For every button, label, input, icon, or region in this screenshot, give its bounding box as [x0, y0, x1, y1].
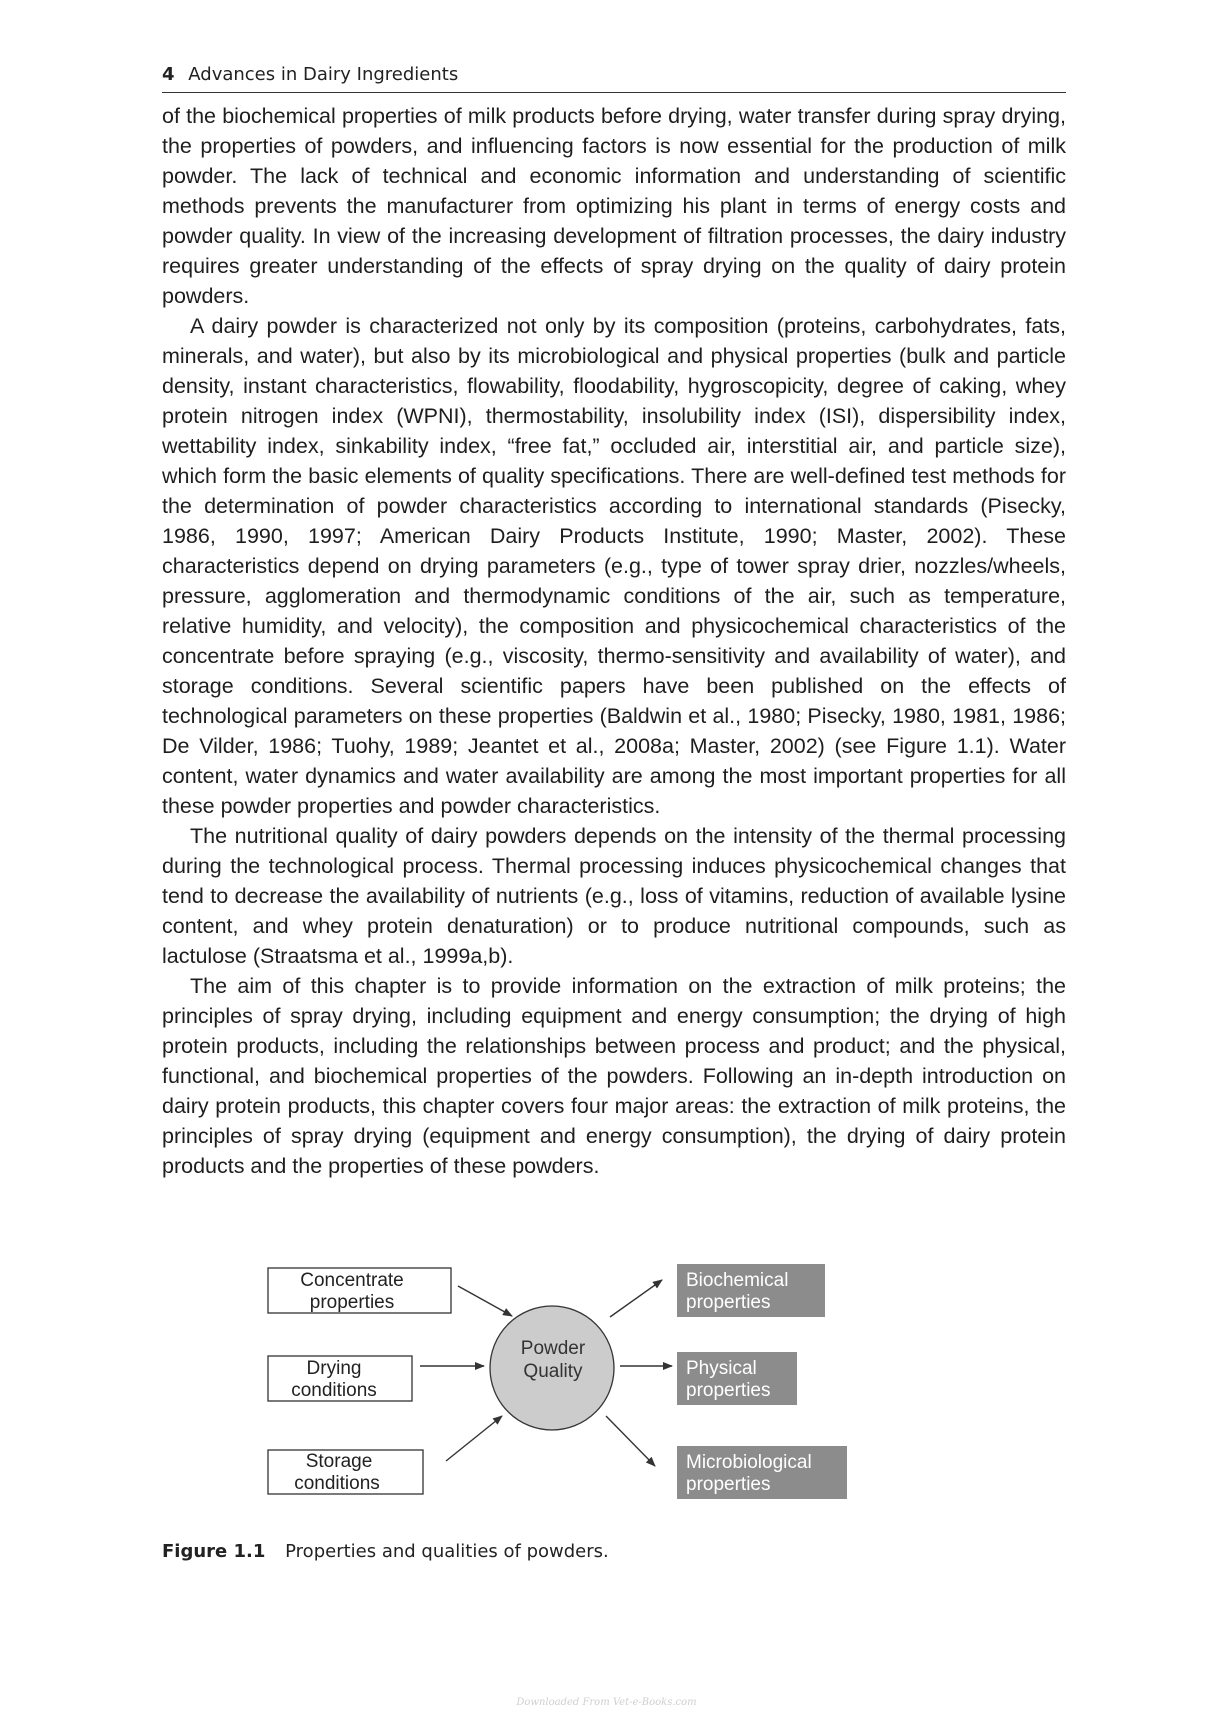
page — [162, 62, 1066, 1562]
output-label: Biochemical — [686, 1270, 789, 1291]
paragraph: of the biochemical properties of milk products before drying, water transfer during spray drying, the properties of powders, and influencing factors is now essential for the production of milk powder. The lack of technical and economic information and understanding of scientific methods prevents the manufacturer from optimizing his plant in terms of energy costs and powder quality. In view of the increasing development of filtration processes, the dairy industry requires greater understanding of the effects of spray drying on the quality of dairy protein powders. — [162, 104, 1066, 308]
figure-label: Figure 1.1 — [162, 1541, 266, 1562]
arrow-quality-to-biochemical — [610, 1280, 662, 1317]
output-label: Microbiological — [686, 1452, 812, 1473]
output-label: Physical — [686, 1358, 757, 1379]
output-label: properties — [686, 1380, 771, 1401]
input-label: conditions — [291, 1380, 377, 1401]
arrow-concentrate-to-quality — [458, 1286, 512, 1316]
running-head — [162, 62, 1066, 93]
input-label: Drying — [306, 1358, 362, 1379]
output-box-physical — [677, 1352, 797, 1405]
figure-1-1 — [162, 1234, 1066, 1574]
output-box-biochemical — [677, 1264, 825, 1317]
paragraph: The aim of this chapter is to provide information on the extraction of milk proteins; the principles of spray drying, including equipment and energy consumption; the drying of high protein products, including the relationships between process and product; and the physical, functional, and biochemical properties of the powders. Following an in-depth introduction on dairy protein products, this chapter covers four major areas: the extraction of milk proteins, the principles of spray drying (equipment and energy consumption), the drying of dairy protein products and the properties of these powders. — [162, 974, 1066, 1178]
powder-quality-diagram — [162, 1234, 1066, 1534]
book-title: Advances in Dairy Ingredients — [188, 64, 459, 85]
input-box-storage — [268, 1450, 423, 1494]
powder-quality-node — [490, 1306, 614, 1430]
output-label: properties — [686, 1292, 771, 1313]
center-label: Quality — [523, 1361, 583, 1382]
paragraph: The nutritional quality of dairy powders depends on the intensity of the thermal processing during the technological process. Thermal processing induces physicochemical changes that tend to decrease the availability of nutrients (e.g., loss of vitamins, reduction of available lysine content, and whey protein denaturation) or to produce nutritional compounds, such as lactulose (Straatsma et al., 1999a,b). — [162, 824, 1066, 968]
output-label: properties — [686, 1474, 771, 1495]
input-box-concentrate — [268, 1268, 451, 1313]
output-box-microbiological — [677, 1446, 847, 1499]
watermark: Downloaded From Vet-e-Books.com — [516, 1697, 697, 1708]
figure-caption-text: Properties and qualities of powders. — [285, 1541, 609, 1562]
arrow-storage-to-quality — [446, 1416, 502, 1461]
input-label: properties — [309, 1292, 395, 1313]
input-label: Storage — [305, 1451, 373, 1472]
arrow-quality-to-microbiological — [606, 1416, 655, 1466]
input-box-drying — [268, 1356, 412, 1401]
figure-caption — [162, 1540, 609, 1564]
page-number: 4 — [162, 64, 175, 85]
center-label: Powder — [520, 1338, 586, 1359]
body-text — [162, 101, 1066, 1181]
paragraph: A dairy powder is characterized not only by its composition (proteins, carbohydrates, fats, minerals, and water), but also by its microbiological and physical properties (bulk and particle density, instant characteristics, flowability, floodability, hygroscopicity, degree of caking, whey protein nitrogen index (WPNI), thermostability, insolubility index (ISI), dispersibility index, wettability index, sinkability index, “free fat,” occluded air, interstitial air, and particle size), which form the basic elements of quality specifications. There are well-defined test methods for the determination of powder characteristics according to international standards (Pisecky, 1986, 1990, 1997; American Dairy Products Institute, 1990; Master, 2002). These characteristics depend on drying parameters (e.g., type of tower spray drier, nozzles/wheels, pressure, agglomeration and thermodynamic conditions of the air, such as temperature, relative humidity, and velocity), the composition and physicochemical characteristics of the concentrate before spraying (e.g., viscosity, thermo-sensitivity and availability of water), and storage conditions. Several scientific papers have been published on the effects of technological parameters on these properties (Baldwin et al., 1980; Pisecky, 1980, 1981, 1986; De Vilder, 1986; Tuohy, 1989; Jeantet et al., 2008a; Master, 2002) (see Figure 1.1). Water content, water dynamics and water availability are among the most important properties for all these powder properties and powder characteristics. — [162, 314, 1066, 818]
input-label: Concentrate — [300, 1270, 404, 1291]
input-label: conditions — [294, 1473, 380, 1494]
